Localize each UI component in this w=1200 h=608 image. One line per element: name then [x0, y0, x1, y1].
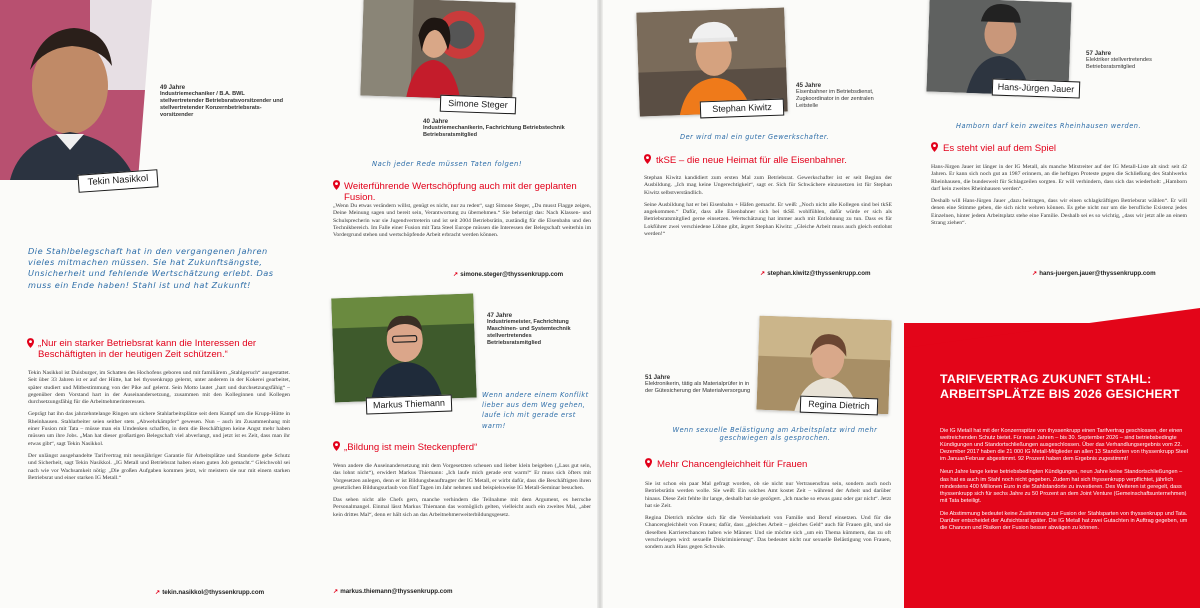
tekin-body-p3: Der unlängst ausgehandelte Tarifvertrag mit neunjähriger Garantie für Arbeitsplätze und Standorte gebe Schutz und Sicherheit, sagt Tekin Nasikkol. „IG Metall und Betriebsrat haben einen guten Job gemacht.“ Gleichwohl sei nach wie vor Wachsamkeit nötig: „Die großen Aufgaben kommen jetzt, wir meistern sie nur mit einem starken Betriebsrat und einer starken IG Metall.“: [28, 452, 290, 481]
simone-age: 40 Jahre: [423, 118, 449, 125]
tekin-body-p1: Tekin Nasikkol ist Duisburger, im Schatten des Hochofens geboren und mit familiärem „Stahlgeruch“ ausgestattet. Seit über 33 Jahren ist er auf der Hütte, hat bei thyssenkrupp gelernt, unter anderem in der Kokerei gearbeitet, später studiert und Mitbestimmung von der Pike auf gelernt. Sein Motto lautet „hart und durchsetzungsfähig“ – gegenüber dem Vorstand hart in der Auseinandersetzung, zusammen mit den Kolleginnen und Kollegen durchsetzungsfähig für die Arbeitnehmerinteressen.: [28, 370, 290, 406]
regina-headline: Mehr Chancengleichheit für Frauen: [657, 459, 808, 470]
markus-email-text[interactable]: markus.thiemann@thyssenkrupp.com: [340, 588, 453, 595]
hans-body: [931, 164, 1187, 232]
stephan-body-p2: Seine Ausbildung hat er bei Eisenbahn + Häfen gemacht. Er weiß: „Noch nicht alle Kollegen sind bei tkSE angekommen.“ Dafür, dass alle Eisenbahner sich bei tkSE wohlfühlen, dafür würde er sich als Betriebsratsmitglied gerne einsetzen. Wertschätzung hat immer auch mit Entlohnung zu tun. Dass es für Lokführer zwei verschiedene Löhne gibt, ärgert Stephan Kiwitz: „Gleiche Arbeit muss auch gleich entlohnt werden!“: [644, 201, 892, 238]
hans-email-text[interactable]: hans-juergen.jauer@thyssenkrupp.com: [1039, 270, 1156, 277]
stephan-quote: Der wird mal ein guter Gewerkschafter.: [680, 133, 830, 141]
simone-name-tag: Simone Steger: [440, 95, 517, 115]
markus-name-tag: Markus Thiemann: [366, 395, 453, 415]
stephan-email[interactable]: [760, 270, 871, 277]
simone-email-arrow-icon: ↗: [453, 271, 459, 278]
tekin-age: 49 Jahre: [160, 84, 186, 91]
regina-quote: Wenn sexuelle Belästigung am Arbeitsplatz wird mehr geschwiegen als gesprochen.: [672, 426, 878, 443]
markus-body-p1: Wenn andere die Auseinandersetzung mit dem Vorgesetzten scheuen und lieber klein beigeben („Lass gut sein, das lohnt nicht“), erwidert Markus Thiemann: „Ich laufe mich gerade erst warm!“ Er muss sich öfters mit Vorgesetzen anlegen, denn er ist Bildungsbeauftragter der IG Metall, er wirbt dafür, dass die Beschäftigten ihren gesetzlichen Bildungsurlaub von fünf Tagen im Jahr nehmen und beispielsweise IG Metall-Seminar besuchen.: [333, 463, 591, 491]
markus-portrait-icon: [331, 294, 477, 403]
hans-age: 57 Jahre: [1086, 50, 1112, 57]
tarif-body: [940, 428, 1188, 538]
tarif-body-p2: Neun Jahre lange keine betriebsbedingten Kündigungen, neun Jahre keine Standortschließungen – das hat es auch im Stahl noch nicht gegeben. Zudem hat sich thyssenkrupp verpflichtet, jährlich mindestens 400 Millionen Euro in die Stahlstandorte zu investieren. Des Weiteren ist geregelt, dass thyssenkrupp sich für sechs Jahre zu 50 Prozent an dem Joint Venture (Gemeinschaftsunternehmen) mit Tata beteiligt.: [940, 469, 1187, 504]
stephan-body: [644, 175, 892, 243]
regina-name-tag: Regina Dietrich: [800, 396, 879, 416]
markus-headline: „Bildung ist mein Steckenpferd“: [344, 442, 478, 453]
simone-portrait-icon: [360, 0, 515, 101]
regina-location-pin-icon: [645, 458, 652, 468]
regina-bio: [645, 374, 755, 395]
regina-body-p2: Regina Dietrich möchte sich für die Vereinbarkeit von Familie und Beruf einsetzen. Und für die Chancengleichheit von Frauen; dafür, dass „gleiches Arbeit – gleiches Geld“ auch für Frauen gilt, und sie dieselben Karrierechancen haben wie Männer. Und sie möchte sich „um ein Thema kümmern, das zu oft verschwiegen wird: sexuelle Diskriminierung“. Das bedeutet nicht nur sexuelle Belästigung von Frauen, sondern auch Hass gegen Schwule.: [645, 515, 891, 551]
regina-body-p1: Sie ist schon ein paar Mal gefragt worden, ob sie nicht nur Vertrauensfrau sein, sondern auch noch Betriebsrätin werden wolle. Sie weiß: Ein solches Amt kostet Zeit – während der Arbeit und darüber hinaus. Diese Zeit fehlte ihr lange, deshalb hat sie gezögert. „Ich mache so etwas ganz oder gar nicht“. Jetzt hat sie Zeit.: [645, 481, 891, 509]
tarif-body-p1: Die IG Metall hat mit der Konzernspitze von thyssenkrupp einen Tarifvertrag geschlossen, der einen weitreichenden Schutz bietet. Für neun Jahren – bis 30. September 2026 – sind betriebsbedingte Kündigungen und Standortschließungen ausgeschlossen. Über das Verhandlungsergebnis vom 22. Dezember 2017 haben die 21 000 IG Metall-Mitglieder an allen 13 Standorten von thyssenkrupp Steel im Januar/Februar abgestimmt. 92 Prozent haben dem Ergebnis zugestimmt!: [940, 428, 1188, 463]
tarif-title: [940, 372, 1190, 402]
tekin-name-tag: Tekin Nasikkol: [77, 169, 158, 193]
simone-bio: [423, 118, 593, 139]
tekin-headline: „Nur ein starker Betriebsrat kann die Interessen der Beschäftigten in der heutigen Zeit schützen.“: [38, 338, 257, 360]
tarif-box-slant: [904, 308, 1200, 348]
hans-quote: Hamborn darf kein zweites Rheinhausen werden.: [956, 122, 1142, 130]
tekin-bio-text: Industriemechaniker / B.A. BWL stellvertretender Betriebsratsvorsitzender und stellvertretender Konzernbetriebsrats-vorsitzender: [160, 91, 284, 118]
hans-body-p2: Deshalb will Hans-Jürgen Jauer „dazu beitragen, dass wir einen schlagkräftigen Betriebsrat wählen“. Er will denen eine Stimme geben, die sich nicht wehren können. Es gehe nicht nur um die berufliche Existenz jedes Einzelnen, hinter jedem Arbeitsplatz stehe eine Familie. Deshalb sei es so wichtig, „dass wir jetzt alle an einem Strang ziehen“.: [931, 198, 1187, 227]
simone-email-text[interactable]: simone.steger@thyssenkrupp.com: [460, 271, 564, 278]
hans-email-arrow-icon: ↗: [1032, 270, 1038, 277]
stephan-age: 45 Jahre: [796, 82, 822, 89]
markus-bio-text: Industriemeister, Fachrichtung Maschinen- und Systemtechnik stellvertretendes Betriebsratsmitglied: [487, 319, 571, 346]
tekin-email-arrow-icon: ↗: [155, 589, 161, 596]
tarif-title-line2: ARBEITSPLÄTZE BIS 2026 GESICHERT: [940, 387, 1180, 401]
hans-body-p1: Hans-Jürgen Jauer ist länger in der IG Metall, als manche Mitstreiter auf der IG Metall-Liste alt sind: seit 42 Jahren. Er kann sich noch gut an 1987 erinnern, an die heftigen Proteste gegen die Schließung des Stahlwerks Rheinhausen, die bundesweit für Schlagzeilen sorgten. Er will verhindern, dass sich das wiederholt: „Hamborn darf kein zweites Rheinhausen werden“.: [931, 164, 1187, 192]
simone-photo: [360, 0, 515, 101]
tekin-body-p2: Geprägt hat ihn das jahrzehntelange Ringen um sichere Stahlarbeitsplätze seit dem Kampf um die Krupp-Hütte in Rheinhausen. Stahlarbeiter seien seither stets „Abwehrkämpfer“ gewesen. Nun – auch im Zusammenhang mit einer Fusion mit Tata – müsse man ein Umdenken schaffen, in dem die Beschäftigten keine Angst mehr haben müssen um ihre Jobs. „Man hat dieser großartigen Belegschaft viel abverlangt, und jetzt ist es Zeit, dass man ihr etwas gibt“, sagt Tekin Nasikkol.: [28, 411, 290, 447]
regina-body: [645, 481, 891, 557]
markus-quote: Wenn andere einem Konflikt lieber aus dem Weg gehen, laufe ich mit gerade erst warm!: [482, 391, 589, 430]
stephan-location-pin-icon: [644, 154, 651, 164]
hans-bio-text: Elektriker stellvertretendes Betriebsratsmitglied: [1086, 57, 1152, 70]
belegschaft-quote: Die Stahlbelegschaft hat in den vergangenen Jahren vieles mitmachen müssen. Sie hat Zukunftsängste, Unsicherheit und fehlende Wertschätzung erlebt. Das muss ein Ende haben! Stahl ist und hat Zukunft!: [28, 246, 274, 290]
markus-body-p2: Das sehen nicht alle Chefs gern, manche verhindern die Teilnahme mit dem Argument, es herrsche Personalmangel. Einmal lässt Markus Thiemann das womöglich gelten, vielleicht auch ein zweites Mal, „aber kein drittes Mal“, denn er hält sich an das Arbeitnehmerweiterbildungsgesetz.: [333, 497, 591, 518]
tekin-body: [28, 370, 290, 487]
simone-location-pin-icon: [333, 180, 340, 190]
stephan-email-text[interactable]: stephan.kiwitz@thyssenkrupp.com: [767, 270, 871, 277]
page-fold: [597, 0, 603, 608]
markus-photo: [331, 294, 477, 403]
stephan-name-tag: Stephan Kiwitz: [700, 99, 785, 119]
hans-headline: Es steht viel auf dem Spiel: [943, 143, 1057, 154]
tekin-bio: [160, 84, 290, 119]
regina-bio-text: Elektronikerin, tätig als Materialprüfer in in der Gütesicherung der Materialversorgung: [645, 381, 751, 394]
tekin-location-pin-icon: [27, 338, 34, 348]
simone-body: „Wenn Du etwas verändern willst, genügt es nicht, nur zu reden“, sagt Simone Steger, „Du musst Flagge zeigen, Deine Meinung sagen und bereit sein, Verantwortung zu übernehmen.“ Sie beherzigt das: Nach Klassen- und Schulsprecherin war sie Jugendvertreterin und ist seit 2004 Betriebsrätin, zuständig für die Eisenbahn und den Technikbereich. Im Falle einer Fusion mit Tata Steel Europe müssen die Interessen der Belegschaft weiterhin im Vordergrund stehen und wertschöpfende Arbeit erbracht werden können.: [333, 203, 591, 239]
stephan-bio-text: Eisenbahner im Betriebsdienst, Zugkoordinator in der zentralen Leitstelle: [796, 89, 874, 109]
hans-name-tag: Hans-Jürgen Jauer: [992, 78, 1081, 98]
tarif-title-line1: TARIFVERTRAG ZUKUNFT STAHL:: [940, 372, 1152, 386]
hans-email[interactable]: [1032, 270, 1156, 277]
tarif-body-p3: Die Abstimmung bedeutet keine Zustimmung zur Fusion der Stahlsparten von thyssenkrupp und Tata. Darüber entscheidet der Aufsichtsrat später. Die IG Metall hat zwei Gutachten in Auftrag gegeben, um die Chancen und Risiken der Fusion besser abwägen zu können.: [940, 510, 1188, 532]
markus-location-pin-icon: [333, 441, 340, 451]
stephan-headline: tkSE – die neue Heimat für alle Eisenbahner.: [656, 155, 847, 166]
stephan-body-p1: Stephan Kiwitz kandidiert zum ersten Mal zum Betriebsrat. Gewerkschafter ist er seit Beginn der Ausbildung. „Ich mag keine Ungerechtigkeit“, sagt er. Sich für Schwächere einzusetzen ist für Stephan Kiwitz selbstverständlich.: [644, 175, 892, 196]
markus-email-arrow-icon: ↗: [333, 588, 339, 595]
tekin-email[interactable]: [155, 589, 264, 596]
markus-body: [333, 463, 591, 524]
markus-bio: [487, 312, 587, 347]
stephan-bio: [796, 82, 886, 110]
markus-age: 47 Jahre: [487, 312, 513, 319]
tekin-email-text[interactable]: tekin.nasikkol@thyssenkrupp.com: [162, 589, 265, 596]
markus-email[interactable]: [333, 588, 452, 595]
stephan-email-arrow-icon: ↗: [760, 270, 766, 277]
simone-headline: Weiterführende Wertschöpfung auch mit der geplanten Fusion.: [344, 181, 577, 203]
simone-email[interactable]: [453, 271, 563, 278]
simone-quote: Nach jeder Rede müssen Taten folgen!: [372, 160, 523, 168]
hans-bio: [1086, 50, 1194, 71]
regina-age: 51 Jahre: [645, 374, 671, 381]
simone-bio-text: Industriemechanikerin, Fachrichtung Betriebstechnik Betriebsratsmitglied: [423, 125, 565, 138]
hans-location-pin-icon: [931, 142, 938, 152]
